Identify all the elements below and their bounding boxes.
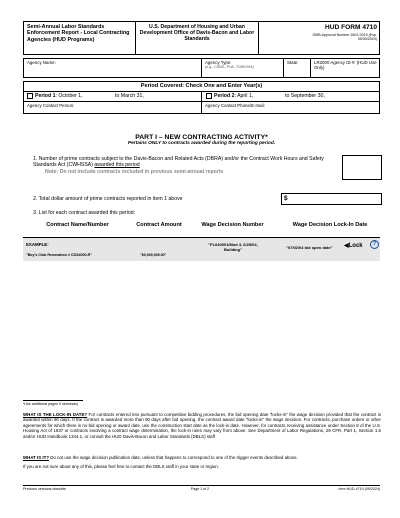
info-icon[interactable]: ? <box>370 240 379 249</box>
item-2-text: 2. Total dollar amount of prime contracts reported in item 1 above <box>33 196 183 202</box>
agency-type-hint: (e.g., CDBG, PHA, TDHE/IHA) <box>205 65 254 69</box>
part1-title: PART I – NEW CONTRACTING ACTIVITY* <box>135 134 268 141</box>
arrow-left-icon: ◀ <box>344 243 349 249</box>
lock-label: Lock <box>348 243 363 249</box>
period-1-checkbox[interactable] <box>27 93 33 99</box>
col-header-name: Contract Name/Number <box>46 222 109 228</box>
lock-in-question: WHAT IS THE LOCK-IN DATE? <box>23 412 88 417</box>
form-title: Semi-Annual Labor Standards Enforcement Report - Local Contracting Agencies (HUD Programs) <box>27 24 130 43</box>
period-1-end: to March 31, <box>115 93 144 99</box>
item-1-text <box>33 156 328 168</box>
period-1-label <box>35 93 83 99</box>
period-2-start: : April 1, <box>234 93 254 99</box>
item-1-input[interactable] <box>342 155 382 180</box>
contact-person-field[interactable]: Agency Contact Person: <box>27 103 75 108</box>
period-2-end: to September 30, <box>285 93 325 99</box>
footer-page-number: Page 1 of 2 <box>190 487 210 491</box>
example-lock-in-date: "07/02/04 bid open date" <box>286 245 333 250</box>
lock-pointer <box>344 244 363 249</box>
item-1-underlined: awarded this period <box>94 162 140 169</box>
example-contract-amount: "$0,000,000.00" <box>140 253 167 257</box>
agency-divider-2 <box>283 58 284 78</box>
header-divider-2 <box>258 21 259 55</box>
period-2-checkbox[interactable] <box>206 93 212 99</box>
footer-form-id: form HUD-4710 (09/2024) <box>338 487 380 491</box>
period-divider-v <box>201 91 202 114</box>
example-label: EXAMPLE: <box>26 242 49 247</box>
footer-rule <box>23 485 380 486</box>
period-1-start: : October 1, <box>55 93 83 99</box>
agency-name-field[interactable]: Agency Name: <box>27 60 56 65</box>
footnote-star: *Use additional pages if necessary <box>23 402 79 406</box>
agency-type-field[interactable]: Agency Type: <box>205 60 232 65</box>
period-title: Period Covered: Check One and Enter Year(s) <box>140 83 263 89</box>
item-1-note: Note: Do not include contracts included in previous semi-annual reports <box>45 169 224 175</box>
what-is-it-answer: Do not use the wage decision publication date, unless that happens to correspond to one of the trigger events described above. <box>50 455 298 460</box>
item-2-input[interactable] <box>281 193 382 205</box>
agency-divider-3 <box>310 58 311 78</box>
example-wage-decision: "FL040001/Mod 3, 6/25/04, Building" <box>208 242 258 252</box>
department-name: U.S. Department of Housing and Urban Development Office of Davis-Bacon and Labor Standards <box>139 24 255 43</box>
agency-divider-1 <box>201 58 202 78</box>
period-2-name: Period 2 <box>214 93 235 99</box>
example-contract-name: "Boy's Club Renovation # CDS4000-R" <box>26 253 92 257</box>
item-3-text: 3. List for each contract awarded this period: <box>33 210 136 216</box>
lr2000-field: LR2000 Agency ID #: (HUD Use Only) <box>314 60 377 71</box>
form-number: HUD FORM 4710 <box>324 24 377 31</box>
part1-subtitle: Pertains ONLY to contracts awarded during the reporting period. <box>127 141 276 146</box>
period-1-name: Period 1 <box>35 93 56 99</box>
lock-in-explanation <box>23 412 381 439</box>
what-is-it-question: WHAT IS IT? <box>23 455 50 460</box>
col-header-amount: Contract Amount <box>136 222 182 228</box>
header-divider-1 <box>135 21 136 55</box>
footnote-rule <box>23 400 83 401</box>
what-is-it-explanation <box>23 455 381 460</box>
footer-left: Previous versions obsolete <box>23 487 66 491</box>
col-header-lock-in: Wage Decision Lock-In Date <box>292 222 368 228</box>
contact-note: If you are not sure about any of this, please feel free to contact the DBLS staff in your state or region. <box>23 464 219 469</box>
lock-in-answer: For contracts entered into pursuant to competitive bidding procedures, the bid opening date "locks-in" the wage decision provided that the contract is awarded within 90 days. If the contract is awarded more than 90 days after bid opening, the contract award date "locks-in" the wage decision. For contracts, purchase orders or other agreements for which there is no bid opening or award date, use the construction start date as the lock-in date. However, for contracts receiving assistance under Section 8 of the U.S. Housing Act of 1937 or contracts involving a contract wage determination, the lock-in rules may vary from above. See Department of Labor Regulations, 29 CFR, Part 1, Section 1.6 and/or HUD Handbook 1344.1, or consult the HUD Davis-Bacon and Labor Standards (DBLS) staff <box>23 412 381 439</box>
period-2-label <box>214 93 253 99</box>
omb-number: OMB Approval Number 2501-0019 (Exp. 09/30/2024) <box>312 33 377 42</box>
contact-phone-field[interactable]: Agency Contact Phone/E-mail: <box>205 103 265 108</box>
col-header-wage-decision: Wage Decision Number <box>201 222 264 228</box>
item-2-dollar-sign: $ <box>284 195 288 202</box>
state-field[interactable]: State: <box>287 60 299 65</box>
item-1-label: 1. Number of prime contracts subject to the Davis-Bacon and Related Acts (DBRA) and/or the Contract Work Hours and Safety Standards Act (CWHSSA) <box>33 156 324 169</box>
